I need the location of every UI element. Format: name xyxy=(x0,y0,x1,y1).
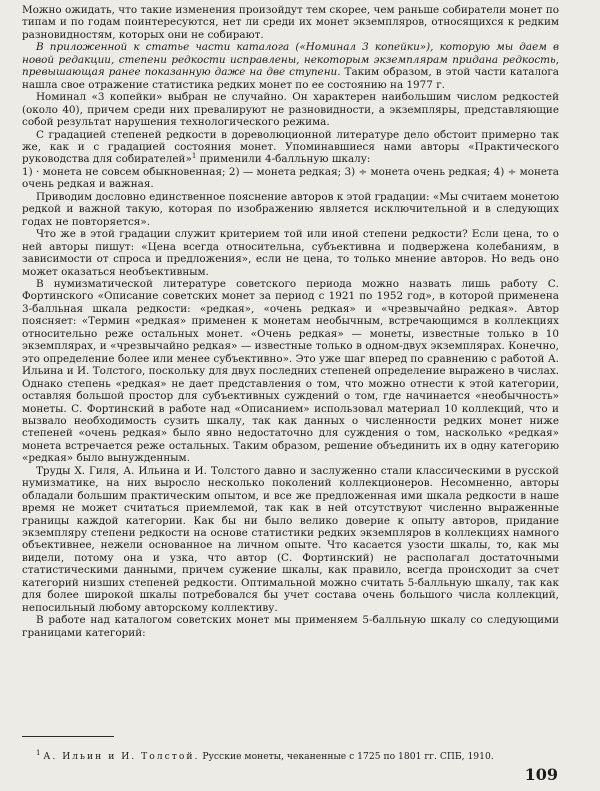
paragraph-10: В работе над каталогом советских монет мы применяем 5-балльную шкалу со следующими границами категорий: xyxy=(22,614,559,639)
paragraph-4 xyxy=(22,129,559,166)
scale-list: 1) · монета не совсем обыкновенная; 2) — монета редкая; 3) ÷ монета очень редкая; 4) ÷ монета очень редкая и важная. xyxy=(22,165,559,191)
paragraph-4-start: С градацией степеней редкости в дореволюционной литературе дело обстоит примерно так же, как и с градацией состояния монет. Упоминавшиеся нами авторы «Практического руководства для собирателей» xyxy=(22,128,559,166)
footnote-marker: 1 xyxy=(36,749,41,757)
footnote xyxy=(36,751,566,762)
paragraph-2 xyxy=(22,41,559,91)
body-text xyxy=(22,4,559,639)
paragraph-7: Что же в этой градации служит критерием той или иной степени редкости? Если цена, то о ней авторы пишут: «Цена всегда относительна, субъективна и подвержена колебаниям, в зависимости от спроса и предложения», если не цена, то только мнение авторов. Но ведь оно может оказаться необъективным. xyxy=(22,228,559,278)
footnote-divider xyxy=(22,736,114,737)
paragraph-1: Можно ожидать, что такие изменения произойдут тем скорее, чем раньше собиратели монет по типам и по годам поинтересуются, нет ли среди их монет экземпляров, относящихся к редким разновидностям, которых они не собирают. xyxy=(22,4,559,41)
paragraph-4-end: применили 4-балльную шкалу: xyxy=(196,153,371,166)
paragraph-2-rest: Таким образом, в этой части каталога нашла свое отражение статистика редких монет по ее состоянию на 1977 г. xyxy=(22,66,559,91)
footnote-authors: А. Ильин и И. Толстой. xyxy=(43,751,200,762)
footnote-text: Русские монеты, чеканенные с 1725 по 1801 гг. СПБ, 1910. xyxy=(199,751,494,762)
paragraph-9: Труды Х. Гиля, А. Ильина и И. Толстого давно и заслуженно стали классическими в русской нумизматике, на них выросло несколько поколений коллекционеров. Несомненно, авторы обладали большим практическим опытом, и все же предложенная ими шкала редкости в наше время не может считаться приемлемой, так как в ней отсутствуют численно выраженные границы каждой категории. Как бы ни было велико доверие к опыту авторов, придание экземпляру степени редкости на основе статистики редких экземпляров в коллекциях намного объективнее, нежели основанное на личном опыте. Что касается узости шкалы, то, как мы видели, потому она и узка, что автор (С. Фортинский) не располагал достаточными статистическими данными, причем сужение шкалы, как правило, всегда происходит за счет категорий низших степеней редкости. Оптимальной можно считать 5-балльную шкалу, так как для более широкой шкалы потребовался бы учет состава очень большого числа коллекций, непосильный любому авторскому коллективу. xyxy=(22,464,559,614)
catalog-note-italic: В приложенной к статье части каталога («Номинал 3 копейки»), которую мы даем в новой редакции, степени редкости исправлены, некоторым экземплярам придана редкость, превышающая ранее показанную даже на две ступени. xyxy=(22,41,559,79)
paragraph-3: Номинал «3 копейки» выбран не случайно. Он характерен наибольшим числом редкостей (около 40), причем среди них превалируют не разновидности, а экземпляры, представляющие собой результат нарушения технологического режима. xyxy=(22,91,559,129)
paragraph-6: Приводим дословно единственное пояснение авторов к этой градации: «Мы считаем монетою редкой и важной такую, которая по изображению является исключительной и в следующих годах не повторяется». xyxy=(22,190,559,228)
footnote-reference: 1 xyxy=(191,152,197,161)
paragraph-8: В нумизматической литературе советского периода можно назвать лишь работу С. Фортинского «Описание советских монет за период с 1921 по 1952 год», в которой применена 3-балльная шкала редкости: «редкая», «очень редкая» и «чрезвычайно редкая». Автор поясняет: «Термин «редкая» применен к монетам необычным, встречающимся в коллекциях относительно реже остальных монет. «Очень редкая» — монеты, известные только в 10 экземплярах, и «чрезвычайно редкая» — известные только в одном-двух экземплярах. Конечно, это определение более или менее субъективно». Это уже шаг вперед по сравнению с работой А. Ильина и И. Толстого, поскольку для двух последних степеней определение выражено в числах. Однако степень «редкая» не дает представления о том, что можно отнести к этой категории, оставляя большой простор для субъективных суждений о том, где начинается «необычность» монеты. С. Фортинский в работе над «Описанием» использовал материал 10 коллекций, что и вызвало необходимость сузить шкалу, так как данных о численности редких монет ниже степеней «очень редкая» было явно недостаточно для суждения о том, насколько «редкая» монета встречается реже остальных. Таким образом, решение объединить их в одну категорию «редкая» было вынужденным. xyxy=(22,277,559,465)
page-number: 109 xyxy=(524,765,558,784)
